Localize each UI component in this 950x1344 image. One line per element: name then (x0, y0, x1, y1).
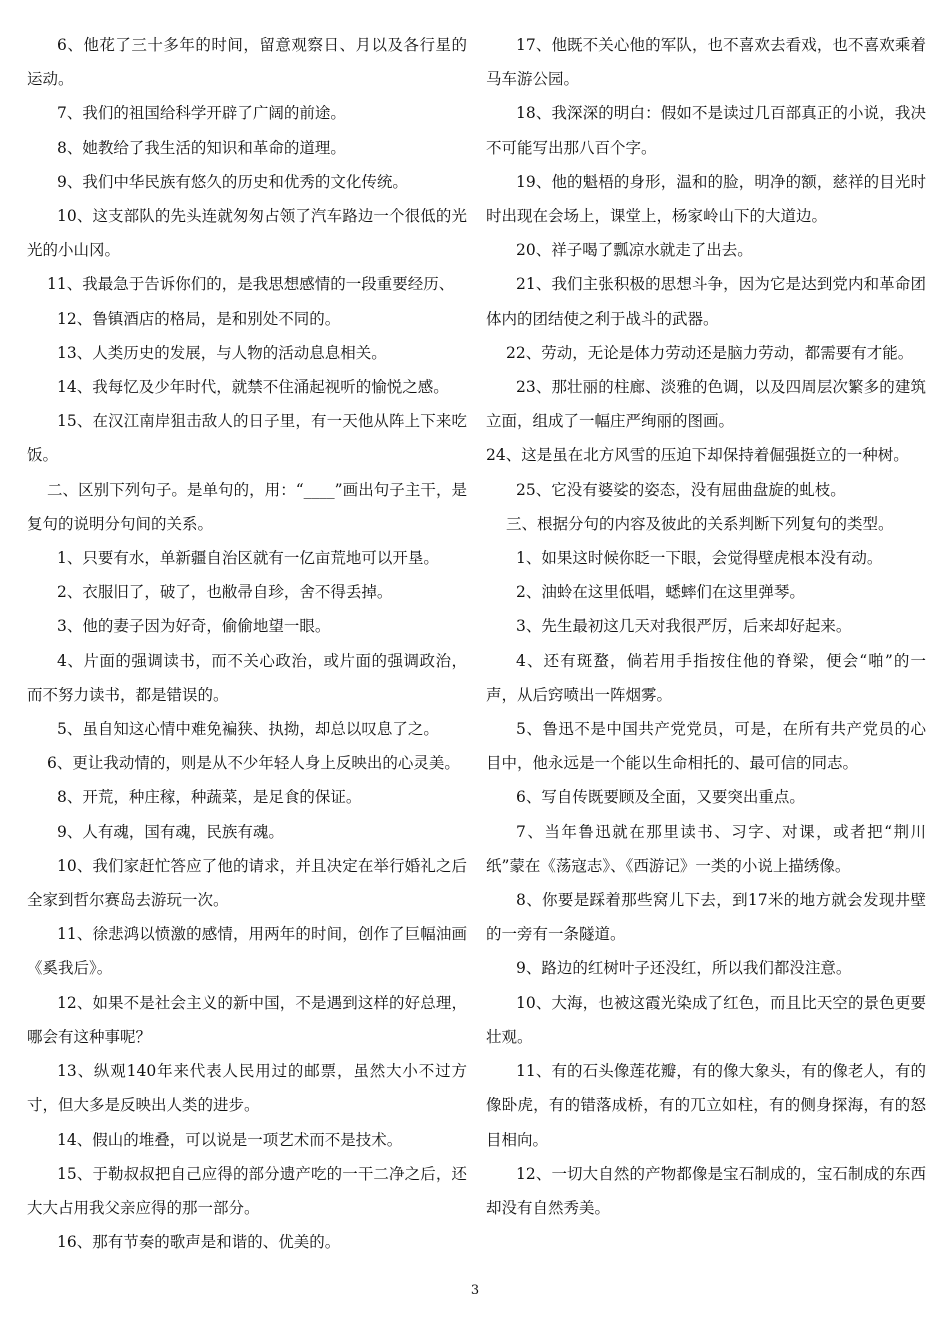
sentence-item: 4、片面的强调读书，而不关心政治，或片面的强调政治，而不努力读书，都是错误的。 (27, 651, 467, 704)
sentence-item: 14、假山的堆叠，可以说是一项艺术而不是技术。 (57, 1130, 403, 1149)
sentence-item: 8、她教给了我生活的知识和革命的道理。 (57, 138, 346, 157)
sentence-item: 2、油蛉在这里低唱，蟋蟀们在这里弹琴。 (516, 583, 805, 602)
sentence-item: 13、纵观140年来代表人民用过的邮票，虽然大小不过方寸，但大多是反映出人类的进步。 (27, 1062, 467, 1115)
sentence-item: 19、他的魁梧的身形，温和的脸，明净的额，慈祥的目光时时出现在会场上，课堂上，杨家岭山下的大道边。 (486, 172, 926, 226)
sentence-item: 12、如果不是社会主义的新中国，不是遇到这样的好总理，哪会有这种事呢？ (27, 993, 467, 1046)
sentence-item: 4、还有斑蝥，倘若用手指按住他的脊梁，便会“啪”的一声，从后窍喷出一阵烟雾。 (486, 651, 926, 704)
sentence-item: 1、如果这时候你眨一下眼，会觉得壁虎根本没有动。 (516, 549, 883, 568)
right-column (486, 28, 926, 1225)
sentence-item: 21、我们主张积极的思想斗争，因为它是达到党内和革命团体内的团结使之利于战斗的武器。 (486, 275, 926, 328)
sentence-item: 24、这是虽在北方风雪的压迫下却保持着倔强挺立的一种树。 (486, 446, 909, 465)
sentence-item: 17、他既不关心他的军队，也不喜欢去看戏，也不喜欢乘着马车游公园。 (486, 36, 926, 89)
sentence-item: 12、鲁镇酒店的格局，是和别处不同的。 (57, 309, 341, 328)
sentence-item: 11、有的石头像莲花瓣，有的像大象头，有的像老人，有的像卧虎，有的错落成桥，有的兀立如柱，有的侧身探海，有的怒目相向。 (486, 1062, 926, 1149)
sentence-item: 9、我们中华民族有悠久的历史和优秀的文化传统。 (57, 172, 408, 191)
sentence-item: 5、鲁迅不是中国共产党党员，可是，在所有共产党员的心目中，他永远是一个能以生命相托的、最可信的同志。 (486, 720, 926, 773)
sentence-item: 10、这支部队的先头连就匆匆占领了汽车路边一个很低的光光的小山冈。 (27, 207, 467, 260)
sentence-item: 8、开荒，种庄稼，种蔬菜，是足食的保证。 (57, 788, 362, 807)
sentence-item: 6、他花了三十多年的时间，留意观察日、月以及各行星的运动。 (27, 36, 467, 89)
page-number: 3 (470, 1283, 480, 1298)
sentence-item: 三、根据分句的内容及彼此的关系判断下列复句的类型。 (506, 514, 894, 533)
sentence-item: 9、人有魂，国有魂，民族有魂。 (57, 822, 284, 841)
sentence-item: 8、你要是踩着那些窝儿下去，到17米的地方就会发现井壁的一旁有一条隧道。 (486, 891, 926, 944)
sentence-item: 7、当年鲁迅就在那里读书、习字、对课，或者把“荆川纸”蒙在《荡寇志》、《西游记》一类的小说上描绣像。 (486, 822, 926, 875)
sentence-item: 11、徐悲鸿以愤激的感情，用两年的时间，创作了巨幅油画《奚我后》。 (27, 925, 467, 978)
sentence-item: 11、我最急于告诉你们的，是我思想感情的一段重要经历、 (47, 275, 455, 294)
sentence-item: 10、大海，也被这霞光染成了红色，而且比天空的景色更要壮观。 (486, 993, 926, 1046)
sentence-item: 3、先生最初这几天对我很严厉，后来却好起来。 (516, 617, 852, 636)
sentence-item: 10、我们家赶忙答应了他的请求，并且决定在举行婚礼之后全家到哲尔赛岛去游玩一次。 (27, 856, 467, 910)
sentence-item: 9、路边的红树叶子还没红，所以我们都没注意。 (516, 959, 852, 978)
sentence-item: 13、人类历史的发展，与人物的活动息息相关。 (57, 343, 387, 362)
sentence-item: 16、那有节奏的歌声是和谐的、优美的。 (57, 1233, 341, 1252)
sentence-item: 22、劳动，无论是体力劳动还是脑力劳动，都需要有才能。 (506, 343, 914, 362)
sentence-item: 25、它没有婆娑的姿态，没有屈曲盘旋的虬枝。 (516, 480, 846, 499)
sentence-item: 15、在汉江南岸狙击敌人的日子里，有一天他从阵上下来吃饭。 (27, 412, 467, 465)
sentence-item: 23、那壮丽的柱廊、淡雅的色调，以及四周层次繁多的建筑立面，组成了一幅庄严绚丽的图画。 (486, 378, 926, 431)
left-column (27, 28, 467, 1259)
sentence-item: 5、虽自知这心情中难免褊狭、执拗，却总以叹息了之。 (57, 720, 439, 739)
sentence-item: 二、区别下列句子。是单句的，用：“____”画出句子主干，是复句的说明分句间的关系。 (27, 480, 467, 533)
sentence-item: 7、我们的祖国给科学开辟了广阔的前途。 (57, 104, 346, 123)
sentence-item: 20、祥子喝了瓢凉水就走了出去。 (516, 241, 753, 260)
sentence-item: 14、我每忆及少年时代，就禁不住涌起视听的愉悦之感。 (57, 378, 449, 397)
sentence-item: 6、写自传既要顾及全面，又要突出重点。 (516, 788, 805, 807)
sentence-item: 1、只要有水，单新疆自治区就有一亿亩荒地可以开垦。 (57, 549, 439, 568)
sentence-item: 6、更让我动情的，则是从不少年轻人身上反映出的心灵美。 (47, 754, 460, 773)
sentence-item: 2、衣服旧了，破了，也敝帚自珍，舍不得丢掉。 (57, 583, 393, 602)
sentence-item: 18、我深深的明白：假如不是读过几百部真正的小说，我决不可能写出那八百个字。 (486, 104, 926, 157)
sentence-item: 12、一切大自然的产物都像是宝石制成的，宝石制成的东西却没有自然秀美。 (486, 1164, 926, 1217)
sentence-item: 3、他的妻子因为好奇，偷偷地望一眼。 (57, 617, 331, 636)
sentence-item: 15、于勒叔叔把自己应得的部分遗产吃的一干二净之后，还大大占用我父亲应得的那一部分。 (27, 1164, 467, 1217)
